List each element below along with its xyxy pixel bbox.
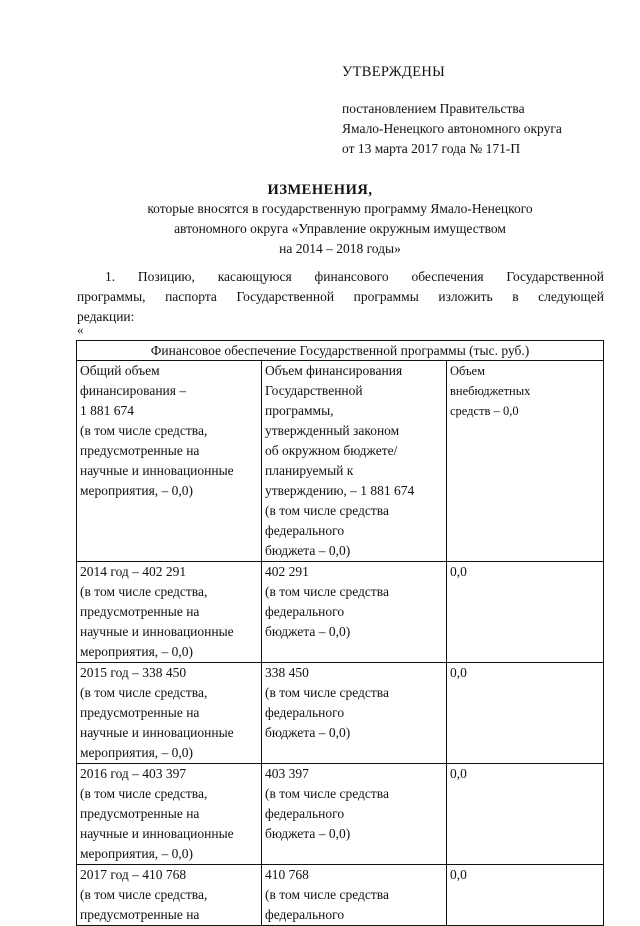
table-cell-col2 xyxy=(262,663,447,764)
table-cell-col3 xyxy=(447,865,604,926)
cell-line: 2015 год – 338 450 xyxy=(80,665,187,680)
cell-line: 2014 год – 402 291 xyxy=(80,564,187,579)
cell-line: 2017 год – 410 768 xyxy=(80,867,187,882)
approval-heading: УТВЕРЖДЕНЫ xyxy=(342,64,446,80)
table-body xyxy=(77,361,604,926)
table-row xyxy=(77,764,604,865)
cell-line: (в том числе средства, xyxy=(80,685,208,700)
table-cell-col2 xyxy=(262,562,447,663)
cell-line: мероприятия, – 0,0) xyxy=(80,483,194,498)
cell-line: утвержденный законом xyxy=(265,423,400,438)
cell-line: бюджета – 0,0) xyxy=(265,725,351,740)
cell-line: (в том числе средства xyxy=(265,786,389,801)
table-cell-col1 xyxy=(77,764,262,865)
opening-quote: « xyxy=(77,322,84,337)
document-subtitle xyxy=(40,199,640,259)
table-cell-col1 xyxy=(77,663,262,764)
cell-line: предусмотренные на xyxy=(80,604,200,619)
cell-line: бюджета – 0,0) xyxy=(265,624,351,639)
table-row xyxy=(77,663,604,764)
amendment-paragraph xyxy=(77,267,604,327)
cell-line: мероприятия, – 0,0) xyxy=(80,644,194,659)
cell-line: предусмотренные на xyxy=(80,443,200,458)
cell-line: федерального xyxy=(265,907,345,922)
cell-line: (в том числе средства, xyxy=(80,423,208,438)
cell-line: предусмотренные на xyxy=(80,806,200,821)
cell-line: 0,0 xyxy=(450,867,467,882)
cell-line: федерального xyxy=(265,523,345,538)
cell-line: планируемый к xyxy=(265,463,354,478)
paragraph-line: 1. Позицию, касающуюся финансового обеспечения Государственной xyxy=(105,269,604,284)
paragraph-line: программы, паспорта Государственной программы изложить в следующей xyxy=(77,289,604,304)
cell-line: Объем xyxy=(450,364,485,378)
cell-line: предусмотренные на xyxy=(80,705,200,720)
cell-line: (в том числе средства xyxy=(265,887,389,902)
cell-line: (в том числе средства, xyxy=(80,887,208,902)
cell-line: 410 768 xyxy=(265,867,309,882)
decree-line: от 13 марта 2017 года № 171-П xyxy=(342,141,521,156)
document-title: ИЗМЕНЕНИЯ, xyxy=(267,182,373,198)
cell-line: об окружном бюджете/ xyxy=(265,443,398,458)
cell-line: предусмотренные на xyxy=(80,907,200,922)
cell-line: 402 291 xyxy=(265,564,309,579)
cell-line: научные и инновационные xyxy=(80,624,234,639)
table-cell-col2 xyxy=(262,764,447,865)
cell-line: бюджета – 0,0) xyxy=(265,826,351,841)
table-row xyxy=(77,361,604,562)
cell-line: федерального xyxy=(265,604,345,619)
cell-line: мероприятия, – 0,0) xyxy=(80,745,194,760)
table-cell-col1 xyxy=(77,361,262,562)
table-header-row xyxy=(77,341,604,361)
cell-line: 0,0 xyxy=(450,564,467,579)
decree-reference xyxy=(342,99,562,159)
subtitle-line: которые вносятся в государственную программу Ямало-Ненецкого xyxy=(147,201,533,216)
cell-line: (в том числе средства xyxy=(265,503,389,518)
decree-line: Ямало-Ненецкого автономного округа xyxy=(342,121,562,136)
cell-line: внебюджетных xyxy=(450,384,531,398)
cell-line: 403 397 xyxy=(265,766,309,781)
cell-line: 0,0 xyxy=(450,665,467,680)
financing-table xyxy=(76,340,604,926)
cell-line: 2016 год – 403 397 xyxy=(80,766,187,781)
cell-line: Общий объем xyxy=(80,363,160,378)
cell-line: финансирования – xyxy=(80,383,187,398)
cell-line: 0,0 xyxy=(450,766,467,781)
table-cell-col2 xyxy=(262,865,447,926)
cell-line: бюджета – 0,0) xyxy=(265,543,351,558)
table-cell-col2 xyxy=(262,361,447,562)
cell-line: (в том числе средства, xyxy=(80,786,208,801)
cell-line: (в том числе средства xyxy=(265,685,389,700)
table-row xyxy=(77,562,604,663)
table-header: Финансовое обеспечение Государственной программы (тыс. руб.) xyxy=(77,341,604,361)
cell-line: Государственной xyxy=(265,383,363,398)
cell-line: федерального xyxy=(265,705,345,720)
table-cell-col3 xyxy=(447,663,604,764)
table-cell-col3 xyxy=(447,361,604,562)
cell-line: (в том числе средства xyxy=(265,584,389,599)
cell-line: средств – 0,0 xyxy=(450,404,519,418)
cell-line: утверждению, – 1 881 674 xyxy=(265,483,415,498)
cell-line: научные и инновационные xyxy=(80,826,234,841)
cell-line: (в том числе средства, xyxy=(80,584,208,599)
cell-line: научные и инновационные xyxy=(80,463,234,478)
cell-line: 1 881 674 xyxy=(80,403,134,418)
subtitle-line: на 2014 – 2018 годы» xyxy=(279,241,401,256)
table-cell-col3 xyxy=(447,562,604,663)
cell-line: мероприятия, – 0,0) xyxy=(80,846,194,861)
cell-line: 338 450 xyxy=(265,665,309,680)
cell-line: научные и инновационные xyxy=(80,725,234,740)
cell-line: федерального xyxy=(265,806,345,821)
table-cell-col1 xyxy=(77,865,262,926)
cell-line: программы, xyxy=(265,403,334,418)
table-cell-col3 xyxy=(447,764,604,865)
table-row xyxy=(77,865,604,926)
cell-line: Объем финансирования xyxy=(265,363,403,378)
paragraph-line: редакции: xyxy=(77,309,135,324)
subtitle-line: автономного округа «Управление окружным имуществом xyxy=(174,221,506,236)
decree-line: постановлением Правительства xyxy=(342,101,525,116)
table-cell-col1 xyxy=(77,562,262,663)
